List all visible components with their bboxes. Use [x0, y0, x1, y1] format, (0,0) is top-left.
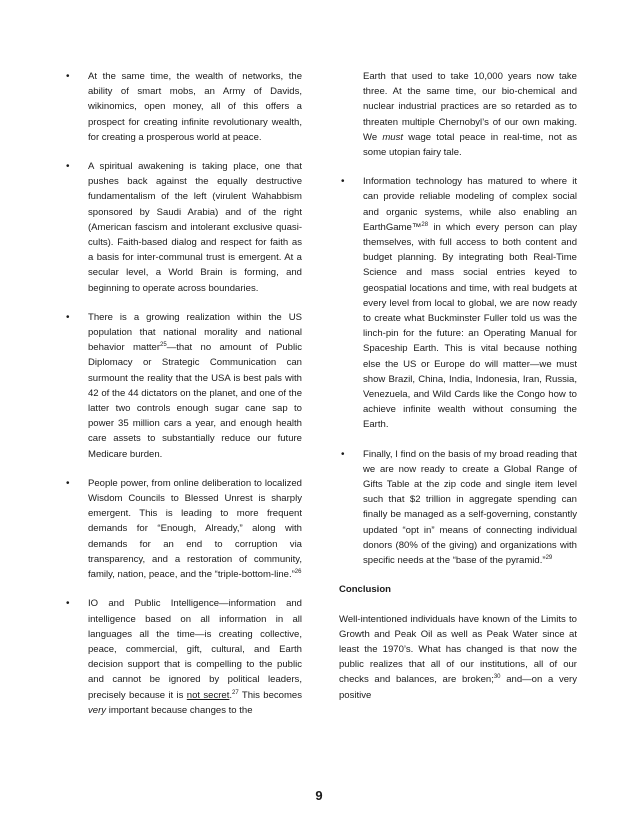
- bullet-icon: •: [66, 161, 70, 173]
- item-text: .: [229, 689, 233, 701]
- list-item: [64, 159, 302, 296]
- list-item: [339, 174, 577, 432]
- left-column: [64, 69, 302, 732]
- bullet-icon: •: [66, 598, 70, 610]
- bullet-icon: •: [341, 176, 345, 188]
- item-text: in which every person can play themselves, with full access to both content and budget planning. By integrating both Real-Time Science and mass social entries keyed to geospatial locations and time, with real budgets at every level from local to global, we are now ready to create what Buckminster Fuller told us was the linch-pin for the future: an Operating Manual for Spaceship Earth. This is vital because nothing else the US or Europe do will matter—we must show Brazil, China, India, Indonesia, Iran, Russia, Venezuela, and Wild Cards like the Congo how to achieve infinite wealth without consuming the Earth.: [363, 221, 577, 431]
- bullet-list-left: [64, 69, 302, 718]
- item-text: At the same time, the wealth of networks, the ability of smart mobs, an Army of Davids, wikinomics, open money, all of this offers a prospect for creating infinite revolutionary wealth, for creating a prosperous world at peace.: [88, 71, 302, 143]
- page-number: 9: [315, 788, 323, 803]
- conclusion-paragraph: [339, 612, 577, 703]
- italic-text: very: [88, 704, 107, 716]
- item-text: —that no amount of Public Diplomacy or Strategic Communication can surmount the reality that the USA is best pals with 42 of the 44 dictators on the planet, and one of the latter two controls enough sugar cane sap to power 35 million cars a year, and enough health care assets to substantially reduce our future Medicare burden.: [88, 342, 302, 460]
- item-text: This becomes: [238, 689, 303, 701]
- item-text: IO and Public Intelligence—information and intelligence based on all information in all languages all the time—is creating collective, peace, commercial, gift, cultural, and Earth decision support that is compelling to the public and cannot be ignored by political leaders, precisely because it is: [88, 598, 302, 701]
- bullet-icon: •: [66, 311, 70, 323]
- item-text: Earth that used to take 10,000 years now take three. At the same time, our bio-chemical and nuclear industrial practices are so retarded as to threaten multiple Chernobyl’s of our own making. We: [363, 71, 577, 143]
- list-item: [339, 447, 577, 569]
- footnote-ref[interactable]: 30: [493, 674, 501, 681]
- bullet-icon: •: [341, 448, 345, 460]
- paragraph-text: and—on a very positive: [339, 674, 577, 701]
- continued-item-text: [339, 69, 577, 160]
- footnote-ref[interactable]: 25: [160, 342, 167, 349]
- footnote-ref[interactable]: 28: [421, 221, 429, 228]
- item-text: wage total peace in real-time, not as some utopian fairy tale.: [363, 131, 577, 159]
- italic-text: must: [382, 131, 404, 143]
- underlined-text: not secret: [186, 689, 230, 701]
- footnote-ref[interactable]: 27: [232, 689, 239, 696]
- paragraph-text: Well-intentioned individuals have known of the Limits to Growth and Peak Oil as well as Peak Water since at least the 1970’s. What has changed is that now the public realizes that all of our institutions, all of our checks and balances, are broken;: [339, 613, 577, 686]
- list-item: [64, 310, 302, 462]
- list-item: [64, 596, 302, 718]
- footnote-ref[interactable]: 26: [294, 569, 302, 576]
- item-text: There is a growing realization within the US population that national morality and national behavior matter: [88, 311, 302, 354]
- section-heading: Conclusion: [339, 584, 391, 596]
- bullet-icon: •: [66, 71, 70, 82]
- bullet-list-right: [339, 174, 577, 568]
- right-column: [339, 69, 577, 703]
- item-text: Finally, I find on the basis of my broad reading that we are now ready to create a Global Range of Gifts Table at the zip code and single item level such that $2 trillion in aggregate spending can finally be managed as a self-governing, constantly updated “opt in” means of connecting individual donors (80% of the giving) and organizations with specific needs at the “base of the pyramid.”: [363, 448, 577, 567]
- bullet-icon: •: [66, 477, 70, 489]
- item-text: People power, from online deliberation to localized Wisdom Councils to Blessed Unrest is sharply emergent. This is leading to more frequent demands for “Enough, Already,” along with demands for an end to corruption via transparency, and a restoration of community, family, nation, peace, and the “triple-bottom-line.”: [88, 477, 302, 581]
- item-text: A spiritual awakening is taking place, one that pushes back against the equally destructive fundamentalism of the left (virulent Wahabbism sponsored by Saudi Arabia) and of the right (American fascism and intolerant exclusive quasi-cults). Faith-based dialog and respect for faith as a basis for inter-communal trust is emergent. At a secular level, a World Brain is forming, and beginning to operate across boundaries.: [88, 161, 302, 294]
- list-item: [64, 69, 302, 145]
- footnote-ref[interactable]: 29: [545, 555, 553, 562]
- item-text: Information technology has matured to where it can provide reliable modeling of complex social and organic systems, while also enabling an EarthGame™: [363, 176, 577, 233]
- item-text: important because changes to the: [106, 704, 253, 716]
- list-item: [64, 476, 302, 582]
